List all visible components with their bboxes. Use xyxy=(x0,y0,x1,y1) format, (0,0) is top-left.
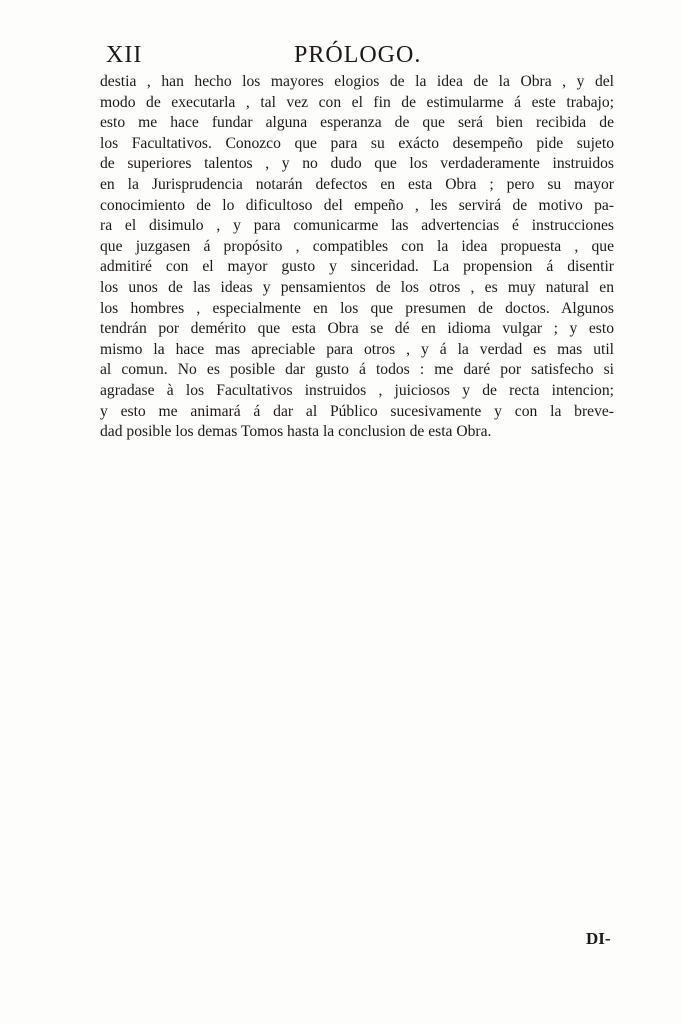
text-line: esto me hace fundar alguna esperanza de que será bien recibida de xyxy=(100,114,614,132)
page-number: XII xyxy=(106,42,143,68)
text-line: de superiores talentos , y no dudo que los verdaderamente instruidos xyxy=(100,155,614,173)
text-line: los Facultativos. Conozco que para su exácto desempeño pide sujeto xyxy=(100,134,614,152)
text-line: ra el disimulo , y para comunicarme las advertencias é instrucciones xyxy=(100,217,614,235)
running-head xyxy=(102,38,614,72)
text-line: al comun. No es posible dar gusto á todos : me daré por satisfecho si xyxy=(100,361,614,379)
text-line: admitiré con el mayor gusto y sinceridad. La propension á disentir xyxy=(100,258,614,276)
catchword: DI- xyxy=(586,929,611,948)
text-line: tendrán por demérito que esta Obra se dé en idioma vulgar ; y esto xyxy=(100,320,614,338)
text-line: destia , han hecho los mayores elogios de la idea de la Obra , y del xyxy=(100,73,614,90)
text-line: dad posible los demas Tomos hasta la conclusion de esta Obra. xyxy=(100,423,492,441)
text-line: conocimiento de lo dificultoso del empeño , les servirá de motivo pa- xyxy=(100,196,614,214)
body-text xyxy=(100,72,614,443)
text-line: mismo la hace mas apreciable para otros , y á la verdad es mas util xyxy=(100,340,614,358)
text-line: modo de executarla , tal vez con el fin de estimularme á este trabajo; xyxy=(100,93,614,111)
text-line: los unos de las ideas y pensamientos de los otros , es muy natural en xyxy=(100,278,614,296)
text-line: que juzgasen á propósito , compatibles con la idea propuesta , que xyxy=(100,237,614,255)
text-line: en la Jurisprudencia notarán defectos en esta Obra ; pero su mayor xyxy=(100,175,614,193)
text-line: los hombres , especialmente en los que presumen de doctos. Algunos xyxy=(100,299,614,317)
running-title: PRÓLOGO. xyxy=(294,42,422,68)
text-line: y esto me animará á dar al Público sucesivamente y con la breve- xyxy=(100,402,614,420)
text-line: agradase à los Facultativos instruidos , juiciosos y de recta intencion; xyxy=(100,381,614,399)
